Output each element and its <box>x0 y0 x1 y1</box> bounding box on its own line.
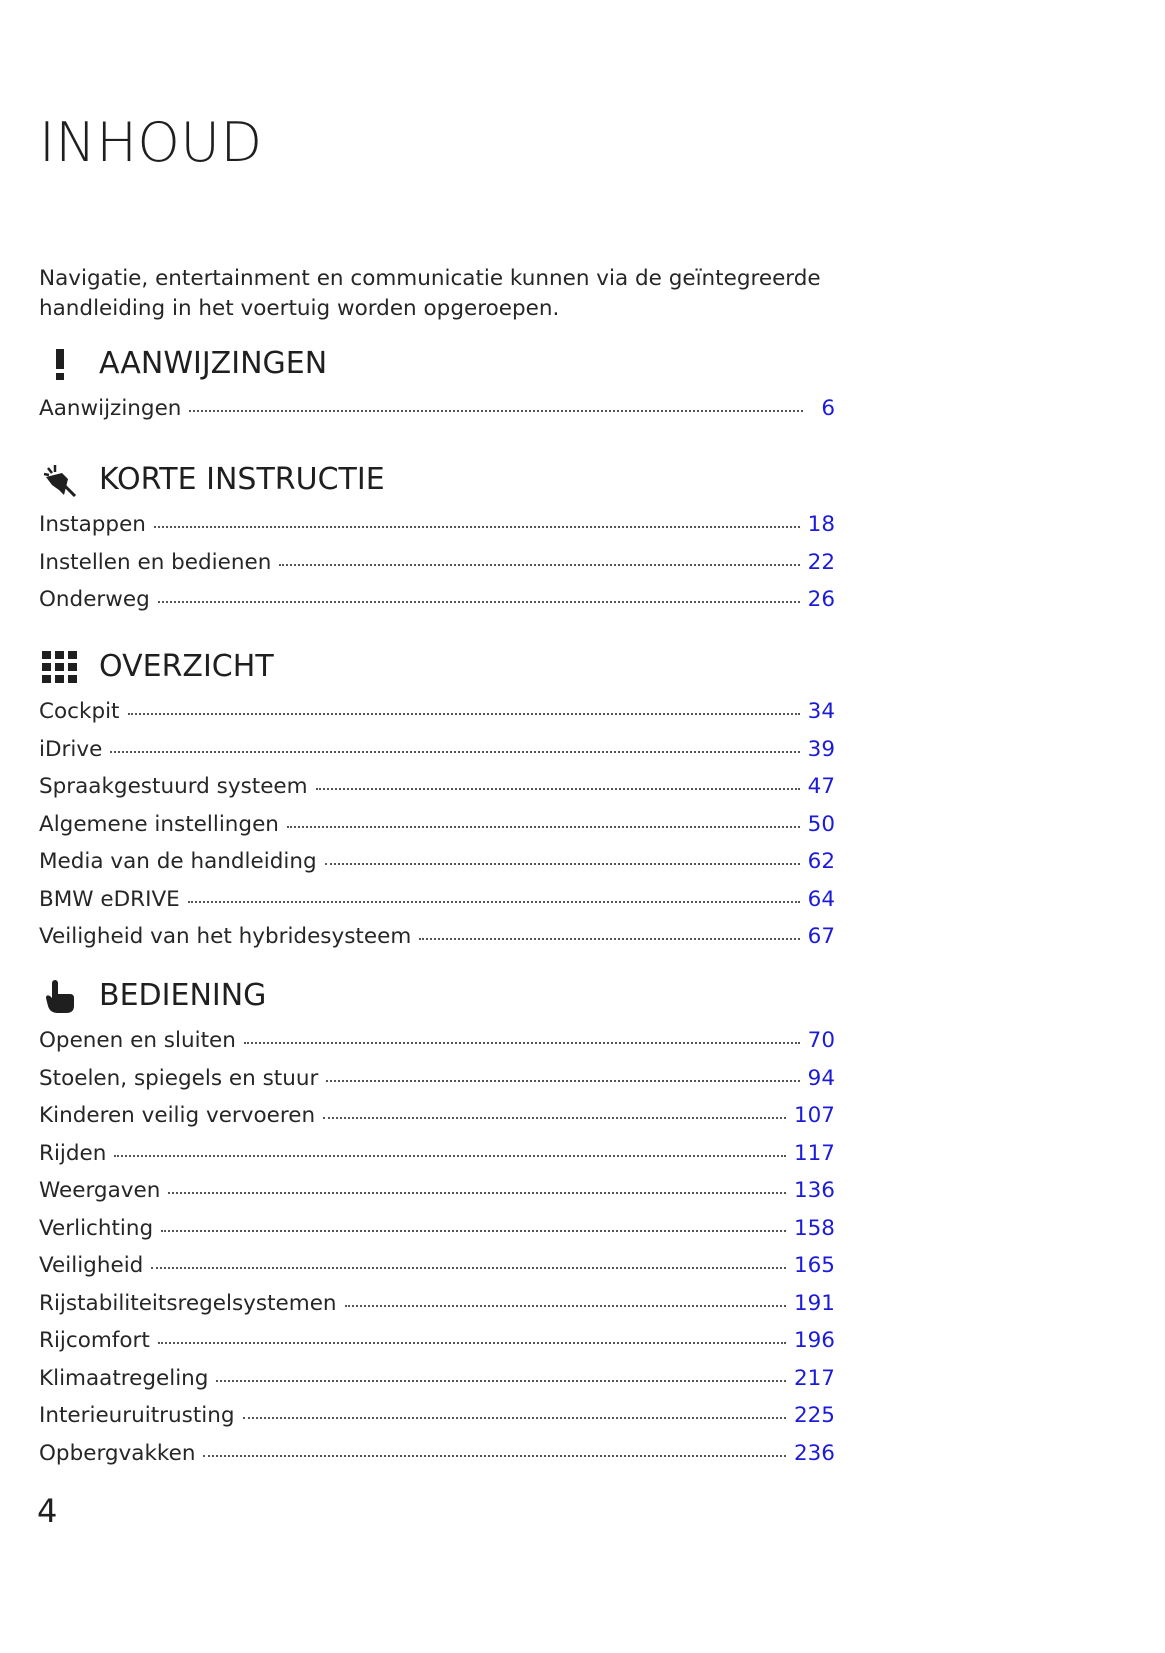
dot-leader <box>114 1155 786 1157</box>
toc-entry-label: Algemene instellingen <box>39 811 279 837</box>
toc-entry[interactable] <box>39 774 835 812</box>
section-header <box>39 342 835 386</box>
dot-leader <box>168 1192 786 1194</box>
section-title: OVERZICHT <box>99 649 274 684</box>
section-title: AANWIJZINGEN <box>99 346 328 381</box>
toc-entry[interactable] <box>39 587 835 625</box>
intro-text: Navigatie, entertainment en communicatie kunnen via de geïntegreerde handleiding in het voertuig worden opgeroepen. <box>39 266 821 321</box>
toc-entry-label: Rijstabiliteitsregelsystemen <box>39 1290 337 1316</box>
toc-page-link[interactable]: 70 <box>807 1028 835 1053</box>
toc-page-link[interactable]: 158 <box>793 1215 835 1241</box>
toc-entry[interactable] <box>39 1441 835 1479</box>
toc-entry-label: Openen en sluiten <box>39 1028 236 1053</box>
dot-leader <box>154 526 800 528</box>
toc-entry[interactable] <box>39 812 835 850</box>
toc-entry[interactable] <box>39 849 835 887</box>
toc-entry-label: Veiligheid van het hybridesysteem <box>39 924 412 949</box>
grid-icon <box>39 645 81 689</box>
toc-entry-label: Interieuruitrusting <box>39 1403 235 1428</box>
toc-page-link[interactable]: 107 <box>793 1103 835 1128</box>
toc-list <box>39 512 835 625</box>
toc-page-link[interactable]: 39 <box>807 736 835 762</box>
dot-leader <box>110 751 799 753</box>
section-header <box>39 645 835 689</box>
toc-entry-label: Opbergvakken <box>39 1440 196 1466</box>
toc-entry[interactable] <box>39 1178 835 1216</box>
toc-page-link[interactable]: 34 <box>807 699 835 724</box>
toc-entry[interactable] <box>39 1403 835 1441</box>
toc-entry[interactable] <box>39 1253 835 1291</box>
hand-pointer-icon <box>39 974 81 1018</box>
toc-entry-label: Kinderen veilig vervoeren <box>39 1103 316 1128</box>
dot-leader <box>189 410 803 412</box>
section-korte-instructie <box>39 458 835 625</box>
toc-page-link[interactable]: 136 <box>793 1178 835 1203</box>
toc-page-link[interactable]: 165 <box>793 1253 835 1278</box>
toc-page-link[interactable]: 225 <box>793 1403 835 1428</box>
toc-page-link[interactable]: 6 <box>821 396 835 421</box>
toc-page-link[interactable]: 18 <box>807 512 835 537</box>
toc-entry[interactable] <box>39 512 835 550</box>
toc-page-link[interactable]: 50 <box>807 811 835 837</box>
toc-entry[interactable] <box>39 737 835 775</box>
dot-leader <box>419 938 799 940</box>
page-title: INHOUD <box>39 111 263 174</box>
toc-entry-label: Veiligheid <box>39 1253 144 1278</box>
toc-page-link[interactable]: 67 <box>807 924 835 949</box>
pin-icon <box>39 458 81 502</box>
dot-leader <box>161 1230 786 1232</box>
toc-entry[interactable] <box>39 1291 835 1329</box>
section-overzicht <box>39 645 835 962</box>
toc-page-link[interactable]: 117 <box>793 1140 835 1166</box>
dot-leader <box>287 826 800 828</box>
toc-page-link[interactable]: 217 <box>793 1365 835 1391</box>
toc-entry-label: Spraakgestuurd systeem <box>39 774 308 799</box>
toc-entry[interactable] <box>39 1366 835 1404</box>
toc-entry-label: Instellen en bedienen <box>39 549 272 575</box>
toc-entry-label: Klimaatregeling <box>39 1365 209 1391</box>
section-title: BEDIENING <box>99 978 267 1013</box>
toc-entry-label: Weergaven <box>39 1178 161 1203</box>
toc-entry[interactable] <box>39 396 835 434</box>
dot-leader <box>188 901 800 903</box>
toc-entry[interactable] <box>39 699 835 737</box>
toc-entry-label: Media van de handleiding <box>39 849 317 874</box>
toc-entry[interactable] <box>39 887 835 925</box>
toc-entry[interactable] <box>39 924 835 962</box>
toc-entry-label: Stoelen, spiegels en stuur <box>39 1065 319 1091</box>
dot-leader <box>244 1042 800 1044</box>
dot-leader <box>279 564 799 566</box>
toc-page-link[interactable]: 62 <box>807 849 835 874</box>
toc-page-link[interactable]: 94 <box>807 1065 835 1091</box>
toc-entry-label: Instappen <box>39 512 146 537</box>
toc-entry[interactable] <box>39 1216 835 1254</box>
toc-page-link[interactable]: 22 <box>807 549 835 575</box>
toc-page-link[interactable]: 47 <box>807 774 835 799</box>
toc-entry[interactable] <box>39 1028 835 1066</box>
toc-list <box>39 699 835 962</box>
section-title: KORTE INSTRUCTIE <box>99 462 385 497</box>
toc-list <box>39 396 835 434</box>
toc-entry[interactable] <box>39 550 835 588</box>
dot-leader <box>316 788 800 790</box>
section-bediening <box>39 974 835 1478</box>
toc-page-link[interactable]: 236 <box>793 1440 835 1466</box>
toc-entry[interactable] <box>39 1141 835 1179</box>
section-header <box>39 458 835 502</box>
toc-entry-label: BMW eDRIVE <box>39 886 180 912</box>
toc-entry-label: Cockpit <box>39 699 120 724</box>
dot-leader <box>128 713 800 715</box>
dot-leader <box>243 1417 786 1419</box>
dot-leader <box>203 1455 786 1457</box>
dot-leader <box>216 1380 785 1382</box>
toc-entry-label: iDrive <box>39 736 103 762</box>
section-aanwijzingen <box>39 342 835 434</box>
toc-entry-label: Rijden <box>39 1140 107 1166</box>
toc-page-link[interactable]: 191 <box>793 1290 835 1316</box>
dot-leader <box>158 1342 786 1344</box>
toc-entry[interactable] <box>39 1066 835 1104</box>
toc-entry-label: Aanwijzingen <box>39 396 182 421</box>
dot-leader <box>323 1117 786 1119</box>
dot-leader <box>326 1080 799 1082</box>
toc-page-link[interactable]: 196 <box>793 1328 835 1353</box>
page-number: 4 <box>37 1492 58 1530</box>
exclamation-icon <box>39 342 81 386</box>
dot-leader <box>325 863 800 865</box>
toc-page-link[interactable]: 26 <box>807 587 835 612</box>
section-header <box>39 974 835 1018</box>
toc-page-link[interactable]: 64 <box>807 886 835 912</box>
toc-entry[interactable] <box>39 1103 835 1141</box>
dot-leader <box>158 601 800 603</box>
dot-leader <box>151 1267 786 1269</box>
toc-entry-label: Rijcomfort <box>39 1328 150 1353</box>
toc-entry[interactable] <box>39 1328 835 1366</box>
toc-entry-label: Onderweg <box>39 587 150 612</box>
toc-list <box>39 1028 835 1478</box>
dot-leader <box>345 1305 786 1307</box>
toc-entry-label: Verlichting <box>39 1215 154 1241</box>
